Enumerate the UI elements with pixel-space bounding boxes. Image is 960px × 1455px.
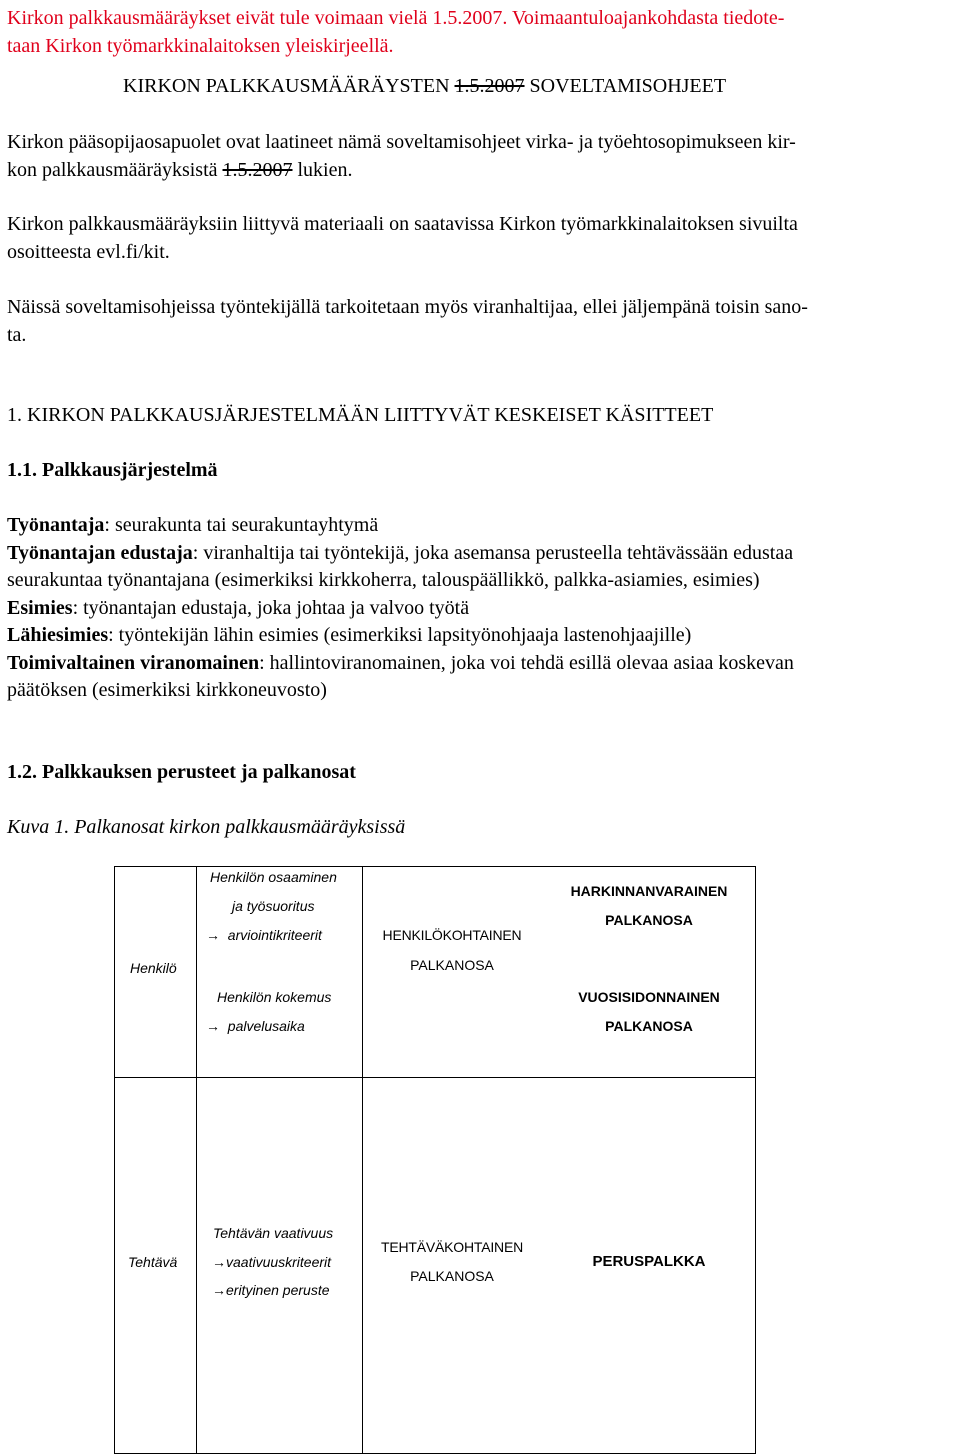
heading-suffix: SOVELTAMISOHJEET (524, 75, 727, 97)
employee-note-line-2: ta. (7, 324, 27, 346)
vaativuus-line-1: Tehtävän vaativuus (213, 1225, 334, 1241)
figure-row-divider (114, 1077, 756, 1078)
figure-right-border (755, 866, 756, 1454)
definition-text: : hallintoviranomainen, joka voi tehdä esillä olevaa asiaa koskevan (259, 652, 794, 674)
definition-employer (7, 511, 952, 539)
intro-line-2 (7, 156, 952, 184)
page-heading (123, 72, 726, 100)
kokemus-line-1: Henkilön kokemus (217, 989, 332, 1005)
definition-immediate-supervisor (7, 621, 952, 649)
intro-prefix: kon palkkausmääräyksistä (7, 159, 223, 181)
definition-text: : seurakunta tai seurakuntayhtymä (104, 514, 379, 536)
arrow-icon: → (212, 1282, 226, 1298)
notice-line-2: taan Kirkon työmarkkinalaitoksen yleiskirjeellä. (7, 35, 394, 57)
vaativuus-line-2 (212, 1248, 331, 1277)
arrow-icon: → (212, 1254, 226, 1270)
intro-line-1: Kirkon pääsopijaosapuolet ovat laatineet nämä soveltamisohjeet virka- ja työehtosopimukseen kir- (7, 131, 796, 153)
kokemus-criteria: palvelusaika (227, 1018, 305, 1034)
definition-label: Lähiesimies (7, 624, 109, 646)
pay-components-figure (114, 866, 756, 1454)
section-1-1-title: 1.1. Palkkausjärjestelmä (7, 459, 218, 481)
definition-text: : työnantajan edustaja, joka johtaa ja valvoo työtä (72, 597, 470, 619)
definition-supervisor (7, 594, 952, 622)
tehtavakohtainen-line-2: PALKANOSA (410, 1268, 494, 1284)
arrow-icon: → (206, 1018, 220, 1034)
section-1-title: 1. KIRKON PALKKAUSJÄRJESTELMÄÄN LIITTYVÄT KESKEISET KÄSITTEET (7, 404, 714, 426)
material-line-2: osoitteesta evl.fi/kit. (7, 241, 170, 263)
henkilokohtainen-line-1: HENKILÖKOHTAINEN (382, 927, 522, 943)
heading-prefix: KIRKON PALKKAUSMÄÄRÄYSTEN (123, 75, 455, 97)
vaativuus-special: erityinen peruste (226, 1282, 330, 1298)
henkilokohtainen-line-2: PALKANOSA (410, 957, 494, 973)
vaativuus-line-3 (212, 1276, 330, 1305)
employee-note-line-1: Näissä soveltamisohjeissa työntekijällä tarkoitetaan myös viranhaltijaa, ellei jäljempänä toisin sano- (7, 296, 808, 318)
figure-column-divider-1 (196, 866, 197, 1454)
osaaminen-line-1: Henkilön osaaminen (210, 869, 337, 885)
figure-bottom-border (114, 1453, 756, 1454)
definition-text: : työntekijän lähin esimies (esimerkiksi lapsityönohjaaja lastenohjaajille) (108, 624, 692, 646)
osaaminen-criteria: arviointikriteerit (227, 927, 322, 943)
osaaminen-line-2: ja työsuoritus (232, 898, 315, 914)
vuosisidonnainen-line-1: VUOSISIDONNAINEN (578, 989, 720, 1005)
label-henkilo: Henkilö (130, 960, 177, 976)
definition-label: Työnantajan edustaja (7, 542, 193, 564)
arrow-icon: → (206, 927, 220, 943)
definition-employer-rep-cont: seurakuntaa työnantajana (esimerkiksi kirkkoherra, talouspäällikkö, palkka-asiamies, esimies) (7, 569, 760, 591)
harkinnanvarainen-line-1: HARKINNANVARAINEN (570, 883, 728, 899)
definition-label: Työnantaja (7, 514, 105, 536)
figure-caption: Kuva 1. Palkanosat kirkon palkkausmääräyksissä (7, 816, 406, 838)
peruspalkka: PERUSPALKKA (592, 1253, 706, 1270)
figure-left-border (114, 866, 115, 1454)
definition-text: : viranhaltija tai työntekijä, joka asemansa perusteella tehtävässään edustaa (192, 542, 794, 564)
definition-authority-cont: päätöksen (esimerkiksi kirkkoneuvosto) (7, 679, 327, 701)
material-line-1: Kirkon palkkausmääräyksiin liittyvä materiaali on saatavissa Kirkon työmarkkinalaitoksen sivuilta (7, 213, 798, 235)
tehtavakohtainen-line-1: TEHTÄVÄKOHTAINEN (380, 1239, 523, 1255)
vaativuus-criteria: vaativuuskriteerit (226, 1254, 332, 1270)
vuosisidonnainen-line-2: PALKANOSA (605, 1018, 693, 1034)
kokemus-line-2 (206, 1012, 305, 1041)
label-tehtava: Tehtävä (128, 1254, 178, 1270)
notice-line-1: Kirkon palkkausmääräykset eivät tule voimaan vielä 1.5.2007. Voimaantuloajankohdasta tiedote- (7, 7, 785, 29)
definition-authority (7, 649, 952, 677)
intro-suffix: lukien. (292, 159, 353, 181)
osaaminen-line-3 (206, 921, 322, 950)
intro-struck-date: 1.5.2007 (222, 159, 293, 181)
definition-label: Toimivaltainen viranomainen (7, 652, 260, 674)
section-1-2-title: 1.2. Palkkauksen perusteet ja palkanosat (7, 761, 356, 783)
harkinnanvarainen-line-2: PALKANOSA (605, 912, 693, 928)
definition-label: Esimies (7, 597, 73, 619)
heading-struck-date: 1.5.2007 (454, 75, 525, 97)
definition-employer-rep (7, 539, 952, 567)
